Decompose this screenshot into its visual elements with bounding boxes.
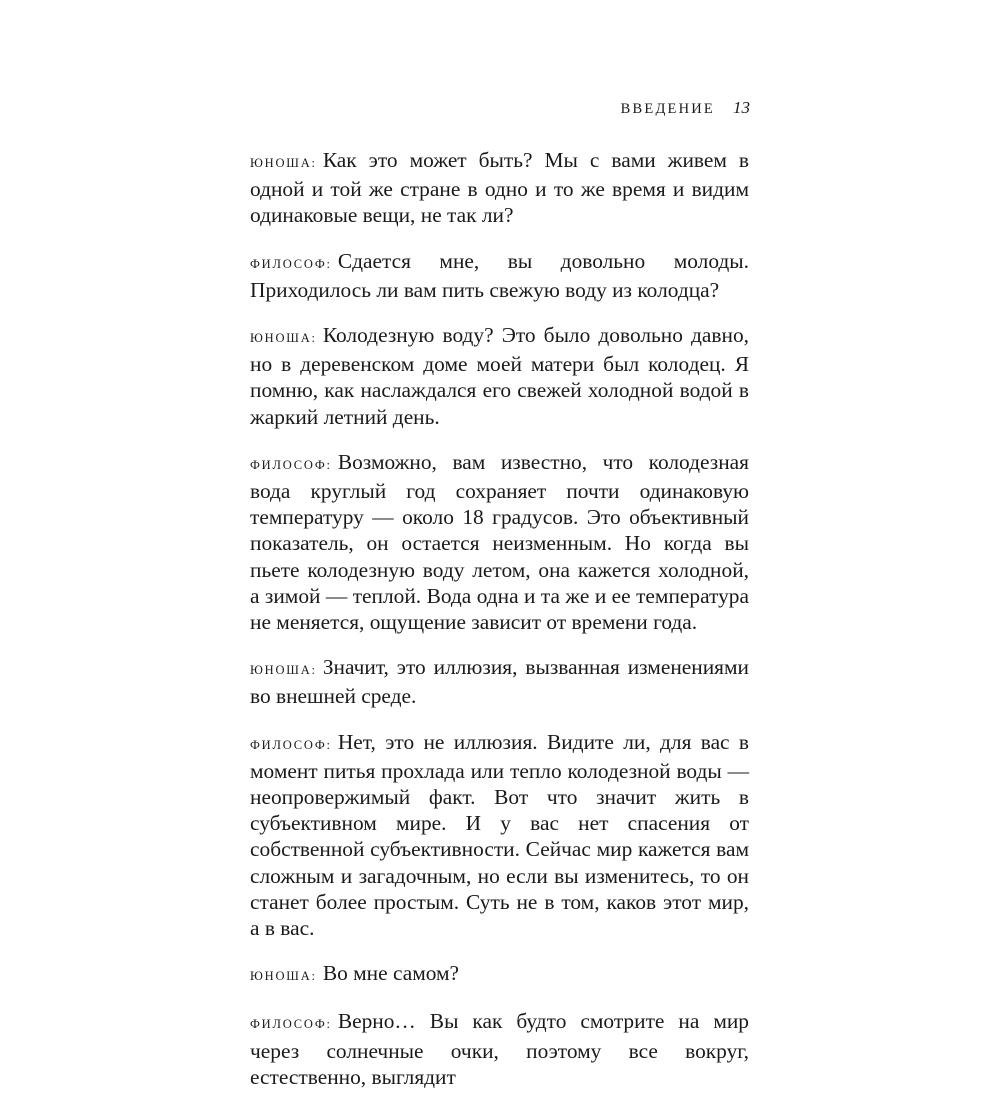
dialogue-paragraph bbox=[250, 449, 749, 635]
dialogue-paragraph bbox=[250, 960, 749, 989]
dialogue-line: Сдается мне, вы довольно молоды. Приходилось ли вам пить свежую воду из колодца? bbox=[250, 248, 749, 302]
speaker-label: ЮНОША: bbox=[250, 663, 317, 678]
dialogue-paragraph bbox=[250, 729, 749, 942]
dialogue-line: Возможно, вам известно, что колодезная вода круглый год сохраняет почти одинаковую температуру — около 18 градусов. Это объективный показатель, он остается неизменным. Но когда вы пьете колодезную воду летом, она кажется холодной, а зимой — теплой. Вода одна и та же и ее температура не меняется, ощущение зависит от времени года. bbox=[250, 449, 749, 635]
dialogue-line: Нет, это не иллюзия. Видите ли, для вас в момент питья прохлада или тепло колодезной воды — неопровержимый факт. Вот что значит жить в субъективном мире. И у вас нет спасения от собственной субъективности. Сейчас мир кажется вам сложным и загадочным, но если вы изменитесь, то он станет более простым. Суть не в том, каков этот мир, а в вас. bbox=[250, 729, 749, 941]
dialogue-line: Как это может быть? Мы с вами живем в одной и той же стране в одно и то же время и видим одинаковые вещи, не так ли? bbox=[250, 148, 749, 228]
running-head bbox=[621, 96, 750, 121]
dialogue-line: Верно… Вы как будто смотрите на мир через солнечные очки, поэтому все вокруг, естественно, выглядит bbox=[250, 1009, 749, 1089]
dialogue-paragraph bbox=[250, 147, 749, 229]
dialogue-paragraph bbox=[250, 322, 749, 430]
speaker-label: ФИЛОСОФ: bbox=[250, 457, 332, 472]
speaker-label: ЮНОША: bbox=[250, 156, 317, 170]
section-title: ВВЕДЕНИЕ bbox=[620, 101, 715, 117]
dialogue-paragraph bbox=[250, 1008, 749, 1090]
dialogue-line: Колодезную воду? Это было довольно давно, но в деревенском доме моей матери был колодец. Я помню, как наслаждался его свежей холодной водой в жаркий летний день. bbox=[250, 323, 749, 429]
dialogue-paragraph bbox=[250, 654, 749, 709]
page-number: 13 bbox=[733, 98, 750, 117]
speaker-label: ЮНОША: bbox=[250, 331, 317, 346]
speaker-label: ЮНОША: bbox=[250, 969, 317, 984]
dialogue-line: Значит, это иллюзия, вызванная изменениями во внешней среде. bbox=[250, 655, 749, 709]
speaker-label: ФИЛОСОФ: bbox=[250, 737, 332, 752]
dialogue-paragraph bbox=[250, 248, 749, 303]
dialogue-text bbox=[250, 147, 749, 1109]
speaker-label: ФИЛОСОФ: bbox=[250, 1017, 332, 1032]
speaker-label: ФИЛОСОФ: bbox=[250, 256, 332, 271]
dialogue-line: Во мне самом? bbox=[322, 961, 460, 986]
